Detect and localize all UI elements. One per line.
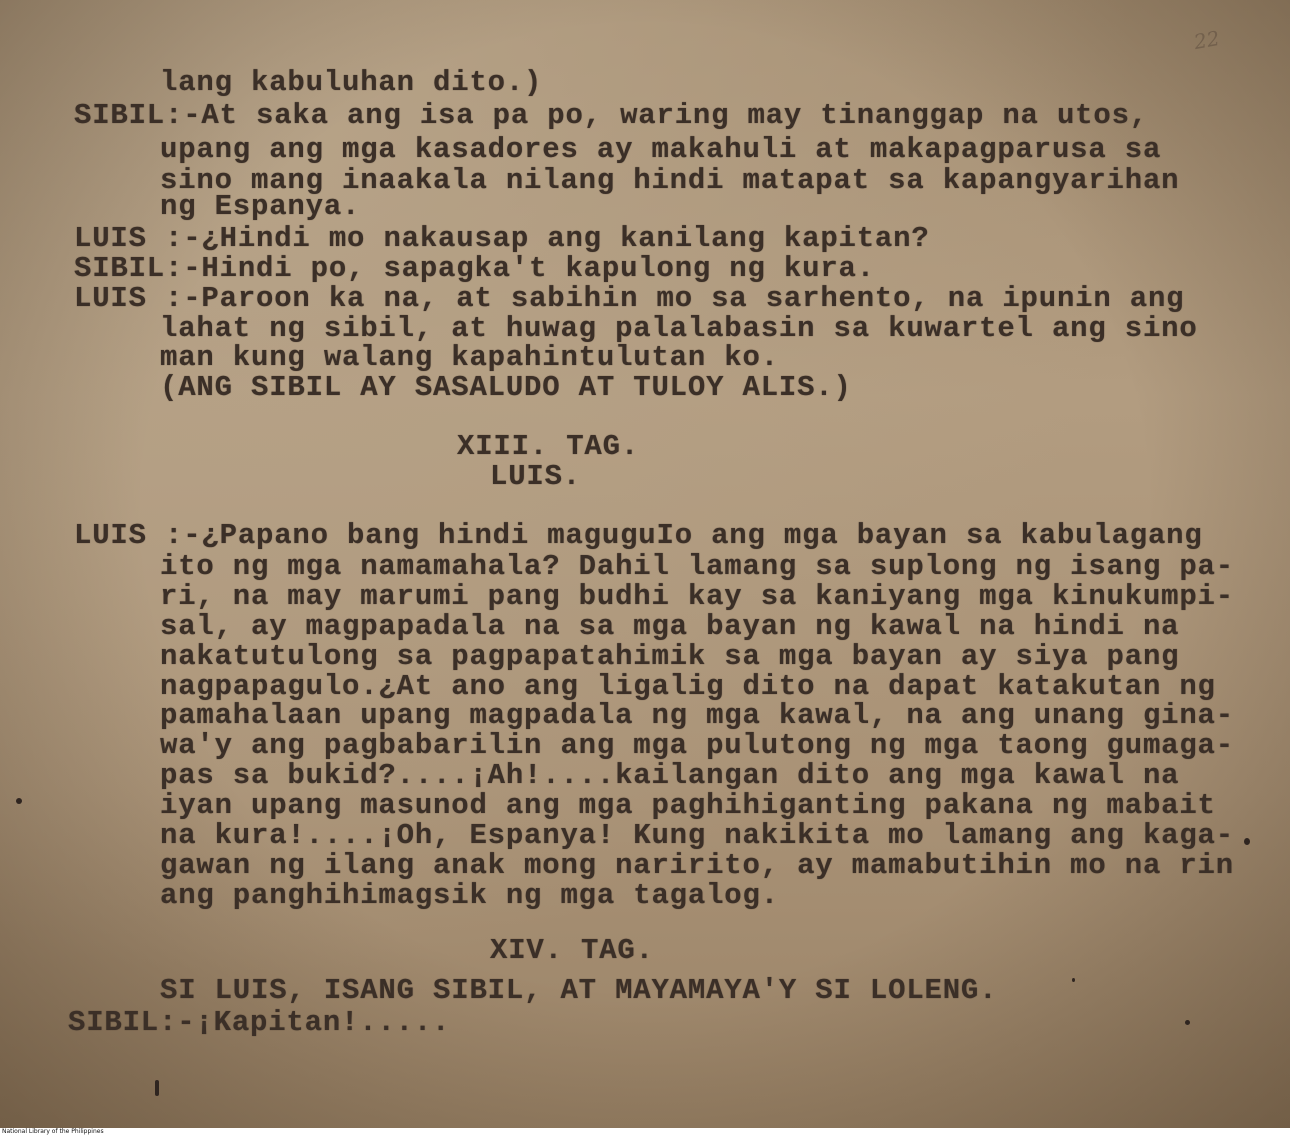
script-line: gawan ng ilang anak mong naririto, ay mamabutihin mo na rin [160, 849, 1234, 882]
stage-direction: (ANG SIBIL AY SASALUDO AT TULOY ALIS.) [160, 371, 852, 404]
script-line: pas sa bukid?....¡Ah!....kailangan dito ang mga kawal na [160, 759, 1180, 792]
ink-spot [16, 798, 22, 804]
script-line: upang ang mga kasadores ay makahuli at makapagparusa sa [160, 133, 1162, 166]
dialogue-text: -Paroon ka na, at sabihin mo sa sarhento, na ipunin ang [183, 282, 1185, 315]
dialogue-text: -¡Kapitan!..... [177, 1006, 451, 1039]
speaker-label: SIBIL: [68, 1006, 178, 1039]
ink-spot [1244, 838, 1250, 845]
footer-credit: National Library of the Philippines [2, 1128, 104, 1135]
script-line: wa'y ang pagbabarilin ang mga pulutong ng mga taong gumaga- [160, 729, 1234, 762]
speaker-label: SIBIL: [74, 99, 184, 132]
script-line: ri, na may marumi pang budhi kay sa kaniyang mga kinukumpi- [160, 580, 1234, 613]
speaker-label: SIBIL: [74, 252, 184, 285]
dialogue-line [74, 284, 1184, 313]
dialogue-line [74, 224, 930, 253]
speaker-label: LUIS : [74, 519, 184, 552]
speaker-label: LUIS : [74, 222, 184, 255]
dialogue-line [74, 521, 1203, 550]
script-line: lahat ng sibil, at huwag palalabasin sa kuwartel ang sino [160, 312, 1198, 345]
footer-bar [0, 1129, 1290, 1137]
dialogue-text: -¿Papano bang hindi maguguIo ang mga bayan sa kabulagang [183, 519, 1203, 552]
dialogue-line [68, 1008, 450, 1037]
ink-spot [1185, 1020, 1190, 1025]
ink-spot [1072, 978, 1075, 982]
script-line: nagpapagulo.¿At ano ang ligalig dito na dapat katakutan ng [160, 670, 1216, 703]
page-number: 22 [1192, 25, 1222, 55]
script-line: ng Espanya. [160, 190, 361, 223]
script-line: pamahalaan upang magpadala ng mga kawal, na ang unang gina- [160, 699, 1234, 732]
script-line: lang kabuluhan dito.) [160, 66, 543, 99]
dialogue-text: -At saka ang isa pa po, waring may tinanggap na utos, [183, 99, 1148, 132]
script-line: sino mang inaakala nilang hindi matapat sa kapangyarihan [160, 164, 1180, 197]
scene-heading: XIII. TAG. [457, 430, 640, 463]
speaker-label: LUIS : [74, 282, 184, 315]
scene-characters: SI LUIS, ISANG SIBIL, AT MAYAMAYA'Y SI LOLENG. [160, 974, 998, 1007]
dialogue-text: -¿Hindi mo nakausap ang kanilang kapitan? [183, 222, 930, 255]
dialogue-text: -Hindi po, sapagka't kapulong ng kura. [183, 252, 875, 285]
ink-spot [155, 1080, 159, 1096]
dialogue-line [74, 254, 875, 283]
script-line: iyan upang masunod ang mga paghihiganting pakana ng mabait [160, 789, 1216, 822]
scene-characters: LUIS. [490, 460, 582, 493]
script-line: nakatutulong sa pagpapatahimik sa mga bayan ay siya pang [160, 640, 1180, 673]
script-line: ang panghihimagsik ng mga tagalog. [160, 879, 779, 912]
scene-heading: XIV. TAG. [490, 934, 654, 967]
script-line: na kura!....¡Oh, Espanya! Kung nakikita mo lamang ang kaga- [160, 819, 1234, 852]
dialogue-line [74, 101, 1148, 130]
script-line: ito ng mga namamahala? Dahil lamang sa suplong ng isang pa- [160, 550, 1234, 583]
script-line: sal, ay magpapadala na sa mga bayan ng kawal na hindi na [160, 610, 1180, 643]
script-line: man kung walang kapahintulutan ko. [160, 341, 779, 374]
